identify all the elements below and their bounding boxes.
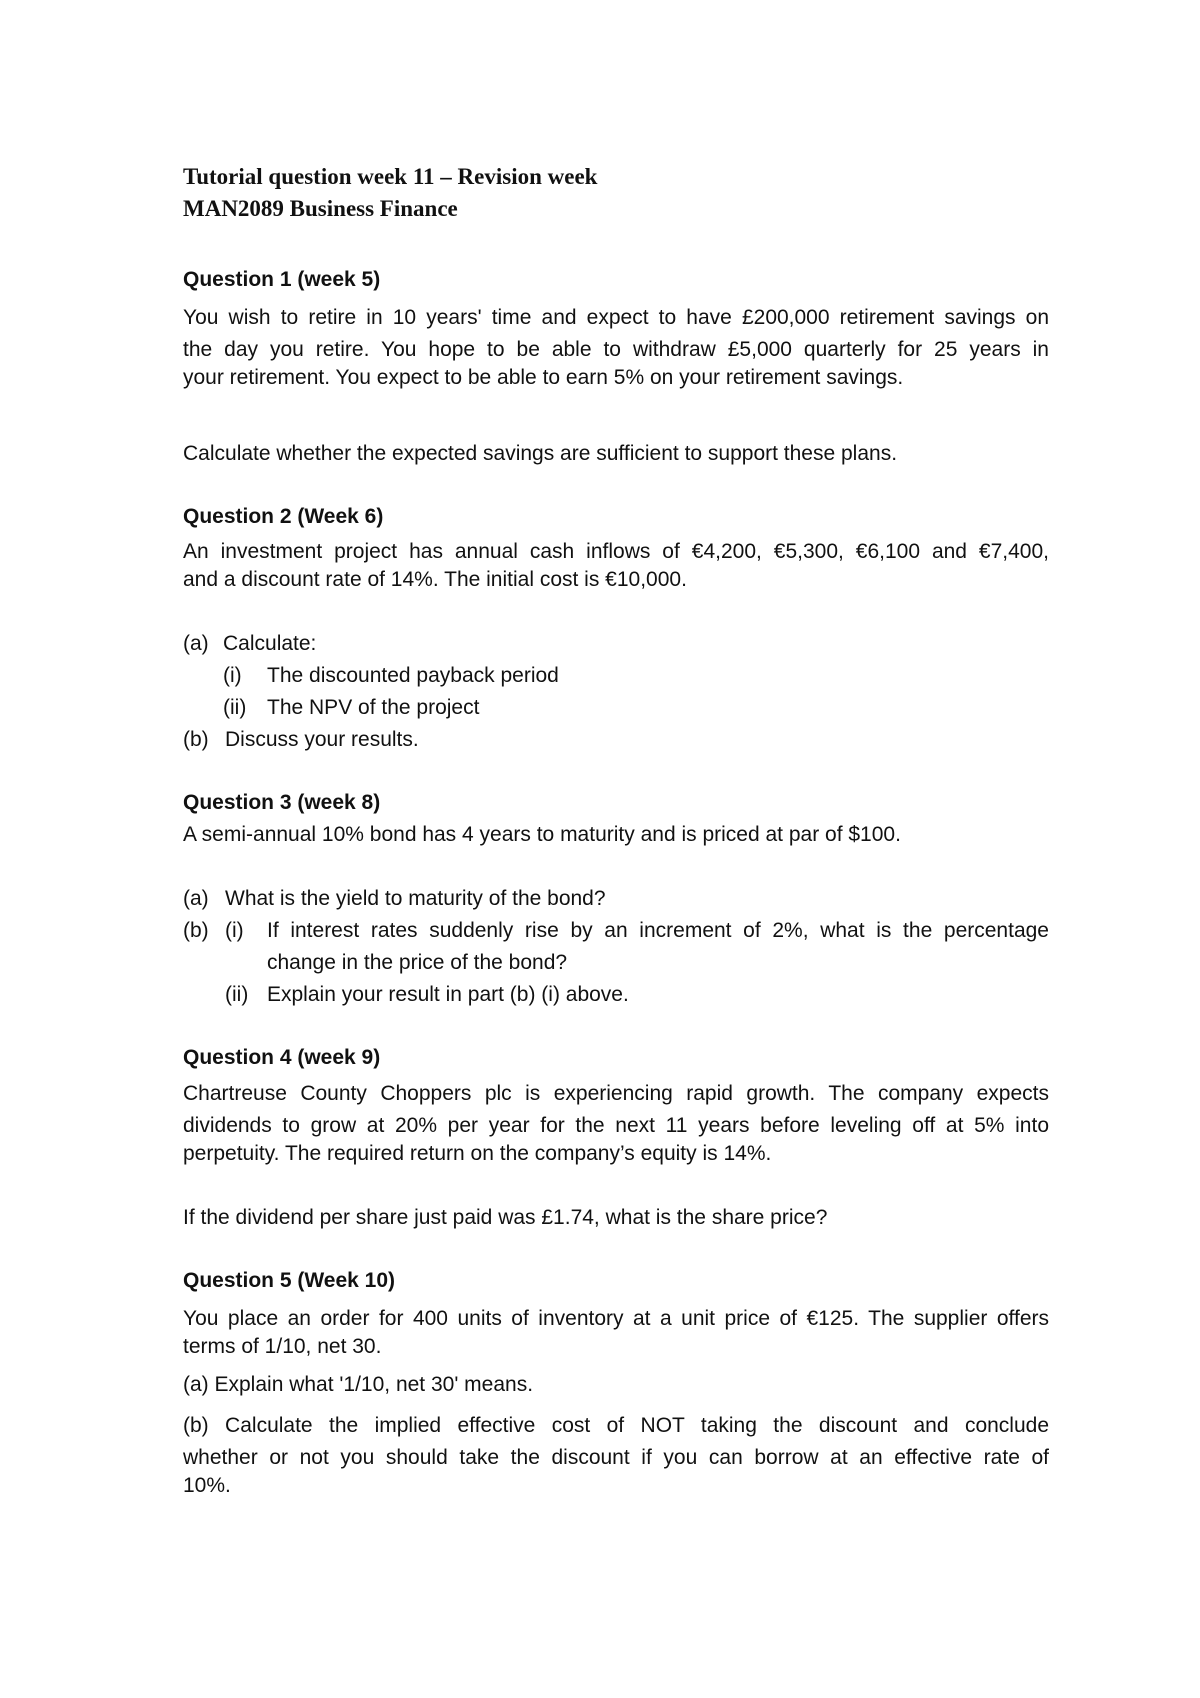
question-3-part-b-i-label: (i) [225,919,244,942]
question-3-intro: A semi-annual 10% bond has 4 years to maturity and is priced at par of $100. [183,823,901,846]
question-3-part-b-i-line-1: If interest rates suddenly rise by an increment of 2%, what is the percentage [267,919,1049,942]
course-title: MAN2089 Business Finance [183,196,458,221]
question-5-part-b-line-2: whether or not you should take the discount if you can borrow at an effective rate of [183,1446,1049,1469]
question-1-task: Calculate whether the expected savings are sufficient to support these plans. [183,442,898,465]
question-2-line-2: and a discount rate of 14%. The initial cost is €10,000. [183,568,687,591]
question-5-part-b-line-3: 10%. [183,1474,231,1497]
question-2-part-a-text: Calculate: [223,632,317,655]
question-4-line-2: dividends to grow at 20% per year for the next 11 years before leveling off at 5% into [183,1114,1049,1137]
question-3-part-b-label: (b) [183,919,209,942]
question-5-part-b-line-1: (b) Calculate the implied effective cost of NOT taking the discount and conclude [183,1414,1049,1437]
question-2-part-a-i-text: The discounted payback period [267,664,559,687]
question-2-part-a-ii-text: The NPV of the project [267,696,480,719]
question-4-heading: Question 4 (week 9) [183,1046,381,1069]
question-5-line-1: You place an order for 400 units of inventory at a unit price of €125. The supplier offers [183,1307,1049,1330]
question-2-part-a-i-label: (i) [223,664,242,687]
question-3-part-a-text: What is the yield to maturity of the bond? [225,887,606,910]
document-title: Tutorial question week 11 – Revision week [183,164,598,189]
question-3-part-b-ii-label: (ii) [225,983,249,1006]
question-1-line-2: the day you retire. You hope to be able to withdraw £5,000 quarterly for 25 years in [183,338,1049,361]
question-4-task: If the dividend per share just paid was £1.74, what is the share price? [183,1206,828,1229]
question-2-part-a-ii-label: (ii) [223,696,247,719]
question-5-part-a: (a) Explain what '1/10, net 30' means. [183,1373,534,1396]
question-2-part-b-label: (b) [183,728,209,751]
question-2-heading: Question 2 (Week 6) [183,505,384,528]
question-2-line-1: An investment project has annual cash inflows of €4,200, €5,300, €6,100 and €7,400, [183,540,1049,563]
question-5-heading: Question 5 (Week 10) [183,1269,396,1292]
question-2-part-a-label: (a) [183,632,209,655]
question-2-part-b-text: Discuss your results. [225,728,419,751]
question-3-part-b-ii-text: Explain your result in part (b) (i) above. [267,983,629,1006]
question-1-heading: Question 1 (week 5) [183,268,381,291]
question-4-line-1: Chartreuse County Choppers plc is experiencing rapid growth. The company expects [183,1082,1049,1105]
question-1-line-3: your retirement. You expect to be able to earn 5% on your retirement savings. [183,366,904,389]
question-3-heading: Question 3 (week 8) [183,791,381,814]
question-3-part-b-i-line-2: change in the price of the bond? [267,951,568,974]
question-1-line-1: You wish to retire in 10 years' time and expect to have £200,000 retirement savings on [183,306,1049,329]
question-5-line-2: terms of 1/10, net 30. [183,1335,382,1358]
question-3-part-a-label: (a) [183,887,209,910]
question-4-line-3: perpetuity. The required return on the company’s equity is 14%. [183,1142,772,1165]
